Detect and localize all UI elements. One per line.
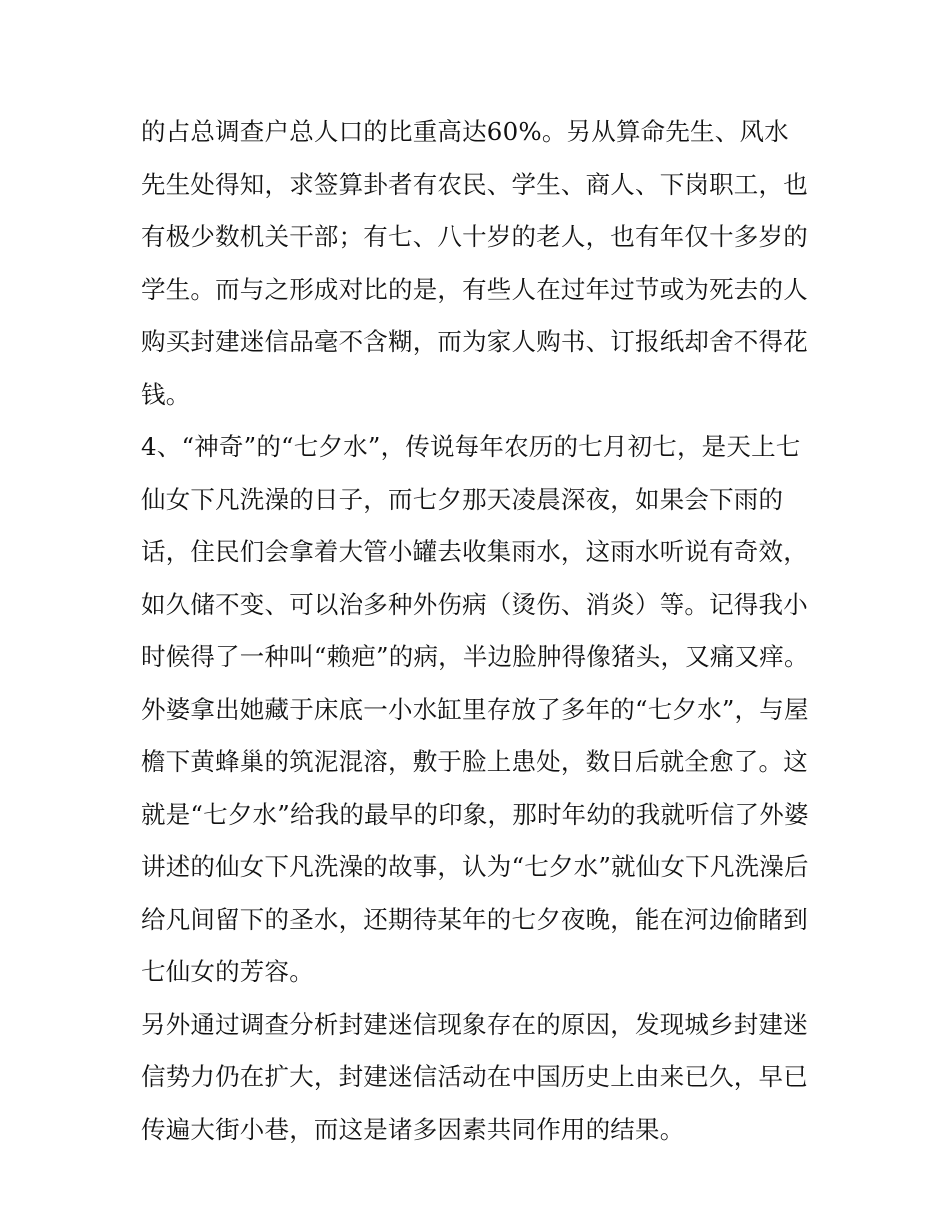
- document-body: [141, 106, 813, 1156]
- text-line: 给凡间留下的圣水，还期待某年的七夕夜晚，能在河边偷睹到: [141, 904, 808, 934]
- text-line: 时候得了一种叫“赖疤”的病，半边脸肿得像猪头，又痛又痒。: [141, 642, 809, 671]
- text-line: 话，住民们会拿着大管小罐去收集雨水，这雨水听说有奇效，: [141, 537, 808, 566]
- text-line: 先生处得知，求签算卦者有农民、学生、商人、下岗职工，也: [141, 169, 808, 199]
- text-line: 外婆拿出她藏于床底一小水缸里存放了多年的“七夕水”，与屋: [141, 694, 809, 724]
- text-line: 七仙女的芳容。: [141, 957, 314, 986]
- text-line: 如久储不变、可以治多种外伤病（烫伤、消炎）等。记得我小: [141, 589, 808, 619]
- paragraph-causes-analysis: [141, 999, 813, 1157]
- text-line: 信势力仍在扩大，封建迷信活动在中国历史上由来已久，早已: [141, 1062, 808, 1091]
- text-line: 有极少数机关干部；有七、八十岁的老人，也有年仅十多岁的: [141, 222, 808, 251]
- text-line: 钱。: [141, 379, 191, 409]
- text-line: 讲述的仙女下凡洗澡的故事，认为“七夕水”就仙女下凡洗澡后: [141, 852, 809, 881]
- text-line: 学生。而与之形成对比的是，有些人在过年过节或为死去的人: [141, 274, 808, 304]
- paragraph-survey-results: [141, 106, 813, 421]
- text-line: 的占总调查户总人口的比重高达60%。另从算命先生、风水: [141, 117, 789, 146]
- text-line: 购买封建迷信品毫不含糊，而为家人购书、订报纸却舍不得花: [141, 327, 808, 356]
- text-line: 就是“七夕水”给我的最早的印象，那时年幼的我就听信了外婆: [141, 799, 809, 829]
- text-line: 传遍大街小巷，而这是诸多因素共同作用的结果。: [141, 1114, 685, 1144]
- text-line: 檐下黄蜂巢的筑泥混溶，敷于脸上患处，数日后就全愈了。这: [141, 747, 808, 776]
- text-line: 4、“神奇”的“七夕水”，传说每年农历的七月初七，是天上七: [141, 432, 801, 461]
- text-line: 仙女下凡洗澡的日子，而七夕那天凌晨深夜，如果会下雨的: [141, 484, 784, 514]
- paragraph-qixi-water: [141, 421, 813, 999]
- text-line: 另外通过调查分析封建迷信现象存在的原因，发现城乡封建迷: [141, 1009, 808, 1039]
